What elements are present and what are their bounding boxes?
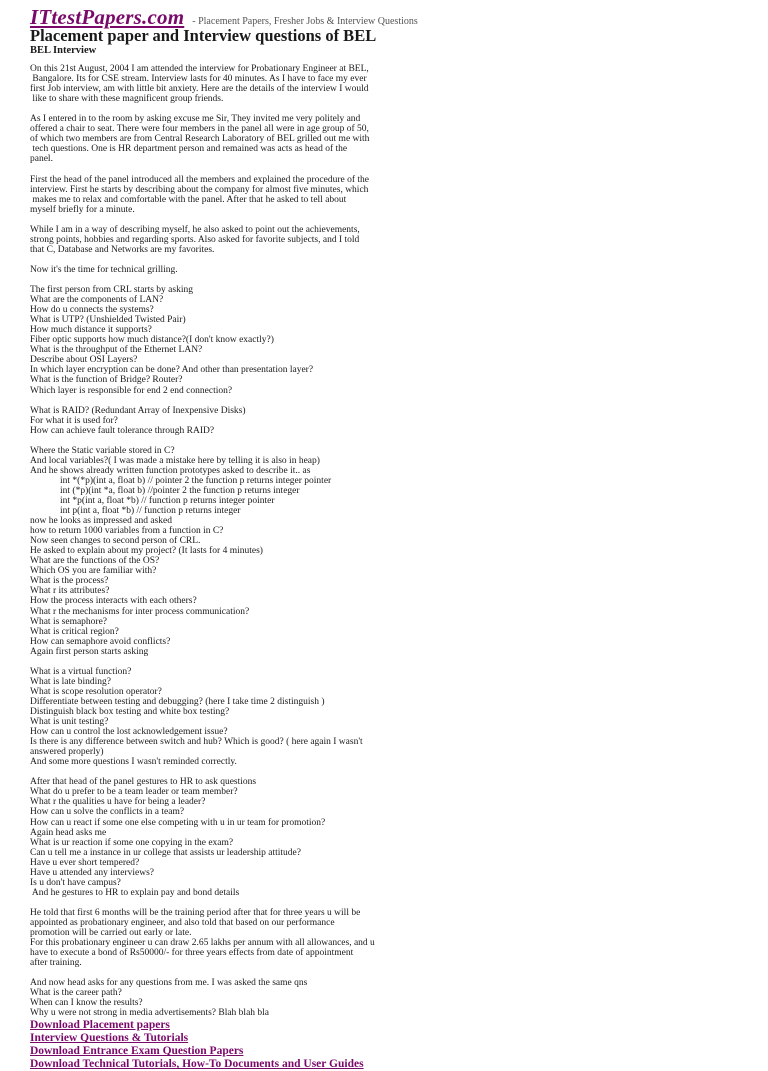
- text-line: myself briefly for a minute.: [30, 204, 135, 215]
- text-line: Have u ever short tempered?: [30, 857, 140, 868]
- text-line: And he shows already written function prototypes asked to describe it.. as: [30, 465, 311, 476]
- text-line: What r its attributes?: [30, 586, 110, 597]
- text-line: Describe about OSI Layers?: [30, 355, 138, 366]
- text-line: After that head of the panel gestures to HR to ask questions: [30, 777, 257, 788]
- download-link[interactable]: Download Entrance Exam Question Papers: [30, 1045, 244, 1058]
- paragraph-gap: [30, 215, 730, 225]
- paragraph-gap: [30, 255, 730, 265]
- text-line: And local variables?( I was made a mistake here by telling it is also in heap): [30, 455, 320, 466]
- paragraph: [30, 114, 730, 164]
- text-line: offered a chair to seat. There were four members in the panel all were in age group of 50,: [30, 124, 369, 135]
- text-line: First the head of the panel introduced all the members and explained the procedure of the: [30, 174, 369, 185]
- text-line: now he looks as impressed and asked: [30, 516, 172, 527]
- text-line: panel.: [30, 154, 53, 165]
- text-line: promotion will be carried out early or late.: [30, 928, 192, 939]
- paragraph: [30, 446, 730, 657]
- text-line: What do u prefer to be a team leader or team member?: [30, 787, 238, 798]
- text-line: What is scope resolution operator?: [30, 686, 162, 697]
- text-line: Which layer is responsible for end 2 end connection?: [30, 385, 233, 396]
- text-line: interview. First he starts by describing about the company for almost five minutes, which: [30, 184, 369, 195]
- text-line: What is ur reaction if some one copying in the exam?: [30, 837, 234, 848]
- site-tagline: - Placement Papers, Fresher Jobs & Interview Questions: [192, 16, 418, 27]
- paragraph-gap: [30, 767, 730, 777]
- text-line: And he gestures to HR to explain pay and bond details: [30, 887, 240, 898]
- text-line: For this probationary engineer u can draw 2.65 lakhs per annum with all allowances, and u: [30, 938, 375, 949]
- text-line: Fiber optic supports how much distance?(I don't know exactly?): [30, 335, 274, 346]
- text-line: How much distance it supports?: [30, 325, 152, 336]
- paragraph: [30, 175, 730, 215]
- text-line: Where the Static variable stored in C?: [30, 445, 175, 456]
- text-line: Again first person starts asking: [30, 646, 149, 657]
- text-line: Now it's the time for technical grilling.: [30, 264, 178, 275]
- paragraph: [30, 406, 730, 436]
- text-line: Is there is any difference between switch and hub? Which is good? ( here again I wasn't: [30, 737, 363, 748]
- paragraph: [30, 978, 730, 1018]
- text-line: For what it is used for?: [30, 415, 118, 426]
- text-line: How can achieve fault tolerance through RAID?: [30, 425, 215, 436]
- text-line: int *(*p)(int a, float b) // pointer 2 the function p returns integer pointer: [60, 475, 332, 486]
- text-line: Differentiate between testing and debugging? (here I take time 2 distinguish ): [30, 696, 325, 707]
- paragraph-gap: [30, 164, 730, 174]
- paragraph-gap: [30, 898, 730, 908]
- text-line: Again head asks me: [30, 827, 107, 838]
- paragraph: [30, 265, 730, 275]
- paragraph-gap: [30, 436, 730, 446]
- text-line: Bangalore. Its for CSE stream. Interview lasts for 40 minutes. As I have to face my ever: [30, 74, 367, 85]
- paragraph: [30, 667, 730, 767]
- site-logo-link[interactable]: ITtestPapers.com: [30, 5, 185, 29]
- text-line: Why u were not strong in media advertisements? Blah blah bla: [30, 1008, 270, 1019]
- text-line: first Job interview, am with little bit anxiety. Here are the details of the interview I would: [30, 84, 369, 95]
- download-link[interactable]: Download Placement papers: [30, 1019, 170, 1032]
- text-line: How can u react if some one else competing with u in ur team for promotion?: [30, 817, 326, 828]
- text-line: tech questions. One is HR department person and remained was acts as head of the: [30, 144, 348, 155]
- paragraph: [30, 285, 730, 396]
- paragraph: [30, 908, 730, 968]
- text-line: On this 21st August, 2004 I am attended the interview for Probationary Engineer at BEL,: [30, 64, 369, 74]
- text-line: Which OS you are familiar with?: [30, 566, 157, 577]
- text-line: What is the process?: [30, 576, 109, 587]
- text-line: int (*p)(int *a, float b) //pointer 2 the function p returns integer: [60, 485, 300, 496]
- text-line: As I entered in to the room by asking excuse me Sir, They invited me very politely and: [30, 114, 361, 125]
- text-line: appointed as probationary engineer, and also told that based on our performance: [30, 917, 335, 928]
- text-line: What is unit testing?: [30, 717, 109, 728]
- text-line: In which layer encryption can be done? And other than presentation layer?: [30, 365, 314, 376]
- download-links: [30, 1019, 730, 1071]
- text-line: What r the qualities u have for being a leader?: [30, 797, 206, 808]
- article-body: [30, 64, 730, 1018]
- site-header: [30, 5, 730, 27]
- paragraph-gap: [30, 396, 730, 406]
- text-line: How do u connects the systems?: [30, 305, 154, 316]
- paragraph: [30, 225, 730, 255]
- paragraph: [30, 64, 730, 104]
- text-line: of which two members are from Central Research Laboratory of BEL grilled out me with: [30, 134, 370, 145]
- text-line: after training.: [30, 958, 82, 969]
- text-line: strong points, hobbies and regarding sports. Also asked for favorite subjects, and I told: [30, 234, 360, 245]
- paragraph-gap: [30, 104, 730, 114]
- text-line: He told that first 6 months will be the training period after that for three years u will be: [30, 907, 361, 918]
- text-line: Is u don't have campus?: [30, 877, 121, 888]
- text-line: have to execute a bond of Rs50000/- for three years effects from date of appointment: [30, 948, 354, 959]
- text-line: What is a virtual function?: [30, 666, 132, 677]
- text-line: makes me to relax and comfortable with the panel. After that he asked to tell about: [30, 194, 347, 205]
- text-line: What is semaphore?: [30, 616, 108, 627]
- text-line: What is critical region?: [30, 626, 119, 637]
- text-line: how to return 1000 variables from a function in C?: [30, 526, 224, 537]
- text-line: How the process interacts with each others?: [30, 596, 197, 607]
- page-subtitle: BEL Interview: [30, 45, 97, 56]
- document-page: [30, 5, 730, 1071]
- text-line: How can semaphore avoid conflicts?: [30, 636, 171, 647]
- text-line: Can u tell me a instance in ur college that assists ur leadership attitude?: [30, 847, 301, 858]
- text-line: What is the throughput of the Ethernet LAN?: [30, 345, 203, 356]
- text-line: He asked to explain about my project? (It lasts for 4 minutes): [30, 546, 263, 557]
- text-line: Now seen changes to second person of CRL.: [30, 536, 201, 547]
- text-line: answered properly): [30, 747, 104, 758]
- paragraph-gap: [30, 275, 730, 285]
- text-line: int *p(int a, float *b) // function p returns integer pointer: [60, 496, 275, 507]
- text-line: What is the career path?: [30, 988, 122, 999]
- paragraph: [30, 777, 730, 898]
- text-line: What is the function of Bridge? Router?: [30, 375, 183, 386]
- text-line: When can I know the results?: [30, 998, 143, 1009]
- text-line: And some more questions I wasn't reminded correctly.: [30, 757, 237, 768]
- download-link[interactable]: Interview Questions & Tutorials: [30, 1032, 189, 1045]
- text-line: How can u solve the conflicts in a team?: [30, 807, 185, 818]
- text-line: What is RAID? (Redundant Array of Inexpensive Disks): [30, 405, 246, 416]
- download-link[interactable]: Download Technical Tutorials, How-To Documents and User Guides: [30, 1058, 364, 1071]
- text-line: Have u attended any interviews?: [30, 867, 154, 878]
- text-line: While I am in a way of describing myself, he also asked to point out the achievements,: [30, 224, 360, 235]
- page-title: Placement paper and Interview questions of BEL: [30, 26, 377, 45]
- paragraph-gap: [30, 968, 730, 978]
- text-line: that C, Database and Networks are my favorites.: [30, 244, 215, 255]
- text-line: like to share with these magnificent group friends.: [30, 94, 224, 105]
- text-line: Distinguish black box testing and white box testing?: [30, 707, 230, 717]
- text-line: The first person from CRL starts by asking: [30, 285, 193, 296]
- text-line: What are the functions of the OS?: [30, 556, 160, 567]
- paragraph-gap: [30, 657, 730, 667]
- text-line: What is late binding?: [30, 676, 111, 687]
- text-line: int p(int a, float *b) // function p returns integer: [60, 506, 241, 517]
- text-line: What are the components of LAN?: [30, 295, 164, 306]
- text-line: What r the mechanisms for inter process communication?: [30, 606, 250, 617]
- text-line: What is UTP? (Unshielded Twisted Pair): [30, 315, 186, 326]
- text-line: How can u control the lost acknowledgement issue?: [30, 727, 228, 738]
- text-line: And now head asks for any questions from me. I was asked the same qns: [30, 978, 308, 989]
